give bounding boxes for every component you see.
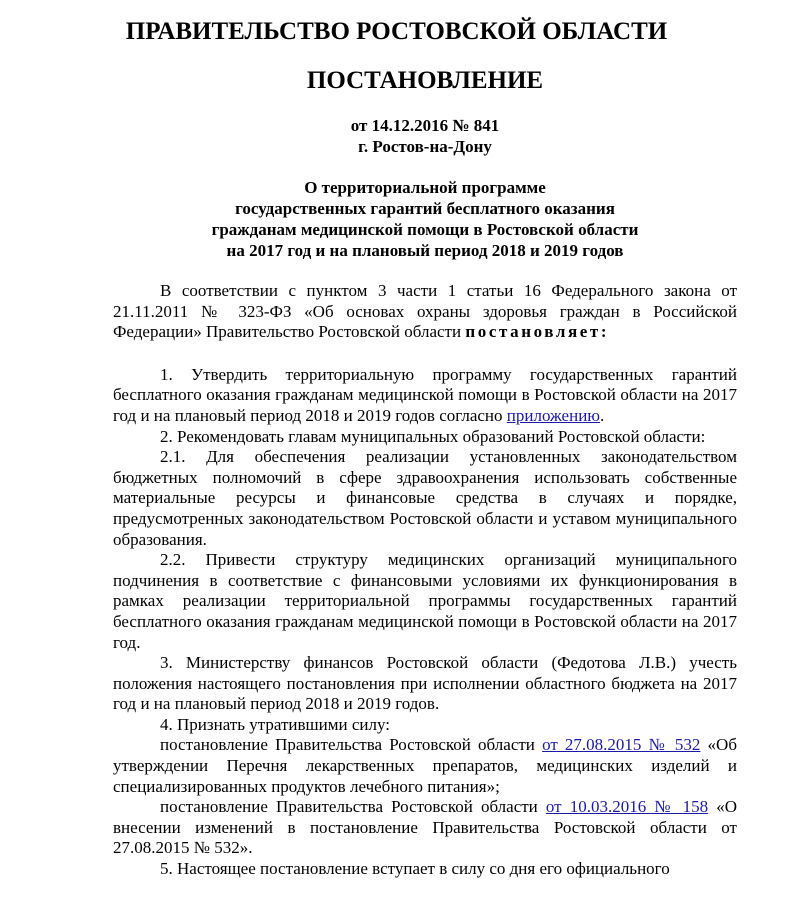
document-title xyxy=(0,177,793,261)
item-4-b-end: «О внесении изменений в постановление Правительства Ростовской области от 27.08.2015 № 532». xyxy=(113,797,737,858)
item-4-a-text: постановление Правительства Ростовской области xyxy=(160,735,543,755)
preamble-paragraph xyxy=(113,281,737,343)
preamble-text: В соответствии с пунктом 3 части 1 статьи 16 Федерального закона от 21.11.2011 № 323-ФЗ «Об основах охраны здоровья граждан в Российской Федерации» Правительство Ростовской области xyxy=(113,281,737,342)
decree-158-link[interactable]: от 10.03.2016 № 158 xyxy=(545,797,709,817)
item-1 xyxy=(113,365,737,427)
title-line-2: государственных гарантий бесплатного оказания xyxy=(235,199,615,218)
item-5: 5. Настоящее постановление вступает в силу со дня его официального xyxy=(160,859,670,879)
item-2-2: 2.2. Привести структуру медицинских организаций муниципального подчинения в соответствие с финансовыми условиями их функционирования в рамках реализации территориальной программы государственных гарантий бесплатного оказания гражданам медицинской помощи в Ростовской области на 2017 год. xyxy=(113,550,737,652)
appendix-link[interactable]: приложению xyxy=(506,405,600,425)
decree-colon: : xyxy=(600,322,607,342)
item-1-end: . xyxy=(600,405,605,425)
document-body xyxy=(113,281,737,880)
title-line-4: на 2017 год и на плановый период 2018 и 2019 годов xyxy=(226,241,624,260)
item-3: 3. Министерству финансов Ростовской области (Федотова Л.В.) учесть положения настоящего постановления при исполнении областного бюджета на 2017 год и на плановый период 2018 и 2019 годов. xyxy=(113,653,737,714)
date-number: от 14.12.2016 № 841 xyxy=(350,116,500,135)
item-2-1: 2.1. Для обеспечения реализации установленных законодательством бюджетных полномочий в сфере здравоохранения использовать собственные материальные ресурсы и финансовые средства в случаях и порядке, предусмотренных законодательством Ростовской области и уставом муниципального образования. xyxy=(113,447,737,549)
document-type-heading: ПОСТАНОВЛЕНИЕ xyxy=(306,67,544,94)
item-1-text: 1. Утвердить территориальную программу государственных гарантий бесплатного оказания гражданам медицинской помощи в Ростовской области на 2017 год и на плановый период 2018 и 2019 годов согласно xyxy=(113,364,737,425)
title-line-3: гражданам медицинской помощи в Ростовской области xyxy=(211,220,639,239)
organization-heading: ПРАВИТЕЛЬСТВО РОСТОВСКОЙ ОБЛАСТИ xyxy=(125,18,668,45)
item-4-a xyxy=(113,735,737,797)
item-2: 2. Рекомендовать главам муниципальных образований Ростовской области: xyxy=(160,426,706,446)
item-4: 4. Признать утратившими силу: xyxy=(160,714,390,734)
decree-word: постановляет xyxy=(465,322,601,342)
item-4-b xyxy=(113,797,737,859)
document-meta xyxy=(0,115,793,157)
city: г. Ростов-на-Дону xyxy=(358,137,492,156)
title-line-1: О территориальной программе xyxy=(304,178,546,197)
item-4-b-text: постановление Правительства Ростовской области xyxy=(160,797,546,817)
item-4-a-end: «Об утверждении Перечня лекарственных препаратов, медицинских изделий и специализированных продуктов лечебного питания»; xyxy=(113,735,737,796)
decree-532-link[interactable]: от 27.08.2015 № 532 xyxy=(542,735,701,755)
paragraph-gap xyxy=(113,343,737,365)
